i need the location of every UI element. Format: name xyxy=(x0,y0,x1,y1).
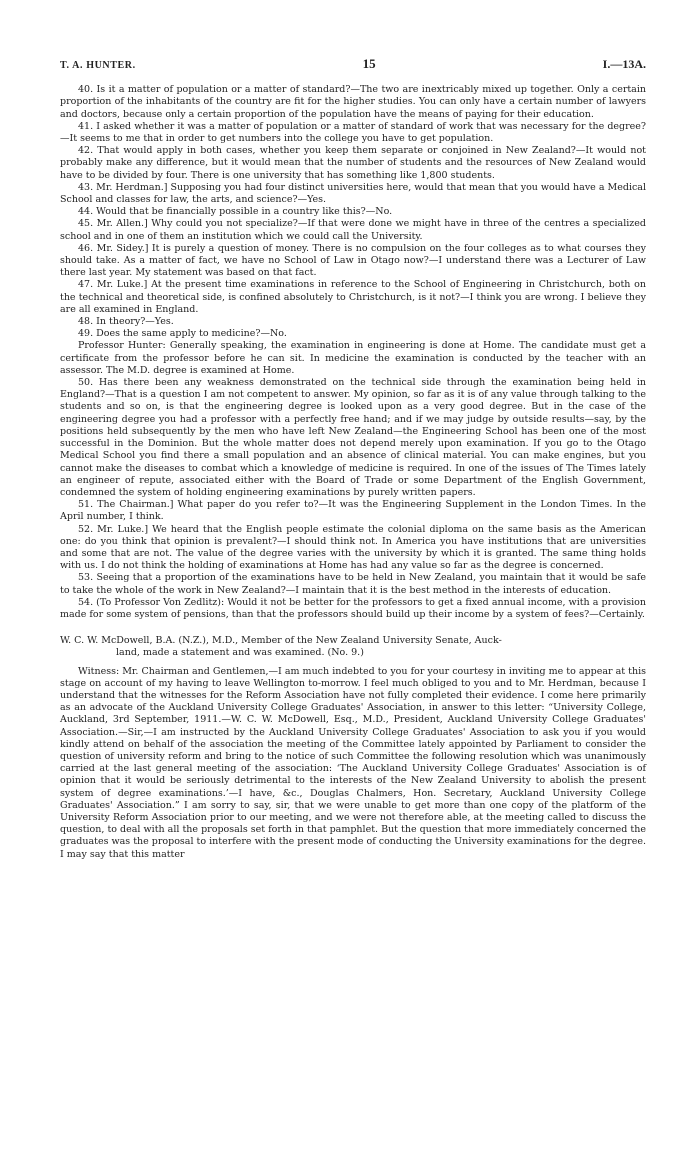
qa-paragraph: 52. Mr. Luke.] We heard that the English people estimate the colonial diploma on the same basis as the American one: do you think that opinion is prevalent?—I should think not. In America you have institutions that are universities and some that are not. The value of the degree varies with the university by which it is granted. The same thing holds with us. I do not think the holding of examinations at Home has had any value so far as the degree is concerned. xyxy=(60,523,646,572)
qa-paragraph: 47. Mr. Luke.] At the present time examinations in reference to the School of Engineering in Christchurch, both on the technical and theoretical side, is confined absolutely to Christchurch, is it not?—I think you are wrong. I believe they are all examined in England. xyxy=(60,279,646,315)
qa-paragraph: 41. I asked whether it was a matter of population or a matter of standard of work that was necessary for the degree?—It seems to me that in order to get numbers into the college you have to get population. xyxy=(60,120,646,145)
qa-paragraph: 44. Would that be financially possible in a country like this?—No. xyxy=(78,206,393,218)
qa-paragraph: 48. In theory?—Yes. xyxy=(78,316,174,328)
document-reference: I.—13A. xyxy=(602,57,646,71)
qa-paragraph: 42. That would apply in both cases, whether you keep them separate or conjoined in New Zealand?—It would not probably make any difference, but it would mean that the number of students and the resources of New Zealand would have to be divided by four. There is one university that has something like 1,800 students. xyxy=(60,145,646,181)
qa-paragraph: Professor Hunter: Generally speaking, the examination in engineering is done at Home. The candidate must get a certificate from the professor before he can sit. In medicine the examination is conducted by the teacher with an assessor. The M.D. degree is examined at Home. xyxy=(60,340,646,376)
qa-paragraph: 45. Mr. Allen.] Why could you not specialize?—If that were done we might have in three of the centres a specialized school and in one of them an institution which we could call the University. xyxy=(60,218,646,242)
qa-paragraph: 43. Mr. Herdman.] Supposing you had four distinct universities here, would that mean that you would have a Medical School and classes for law, the arts, and science?—Yes. xyxy=(60,181,647,206)
page-number: 15 xyxy=(362,56,376,71)
witness-heading-line-2: land, made a statement and was examined. (No. 9.) xyxy=(116,647,364,659)
page-header xyxy=(60,58,646,72)
qa-paragraph: 46. Mr. Sidey.] It is purely a question of money. There is no compulsion on the four colleges as to what courses they should take. As a matter of fact, we have no School of Law in Otago now?—I understand there was a Lecturer of Law there last year. My statement was based on that fact. xyxy=(60,242,646,279)
qa-paragraph: 51. The Chairman.] What paper do you refer to?—It was the Engineering Supplement in the London Times. In the April number, I think. xyxy=(60,499,646,523)
running-head-author: T. A. HUNTER. xyxy=(60,60,136,71)
qa-paragraph: 40. Is it a matter of population or a matter of standard?—The two are inextricably mixed up together. Only a certain proportion of the inhabitants of the country are fit for the higher studies. You can only have a certain number of lawyers and doctors, because only a certain proportion of the population have the means of paying for their education. xyxy=(60,84,646,120)
witness-statement: Witness: Mr. Chairman and Gentlemen,—I am much indebted to you for your courtesy in inviting me to appear at this stage on account of my having to leave Wellington to-morrow. I feel much obliged to you and to Mr. Herdman, because I understand that the witnesses for the Reform Association have not fully completed their evidence. I come here primarily as an advocate of the Auckland University College Graduates' Association, in answer to this letter: “University College, Auckland, 3rd September, 1911.—W. C. W. McDowell, Esq., M.D., President, Auckland University College Graduates' Association.—Sir,—I am instructed by the Auckland University College Graduates' Association to ask you if you would kindly attend on behalf of the association the meeting of the Committee lately appointed by Parliament to consider the question of university reform and bring to the notice of such Committee the following resolution which was unanimously carried at the last general meeting of the association: ‘The Auckland University College Graduates' Association is of opinion that it would be seriously detrimental to the interests of the New Zealand University to abolish the present system of degree examinations.’—I have, &c., Douglas Chalmers, Hon. Secretary, Auckland University College Graduates' Association.” I am sorry to say, sir, that we were unable to get more than one copy of the platform of the University Reform Association prior to our meeting, and we were not therefore able, at the meeting called to discuss the question, to deal with all the proposals set forth in that pamphlet. But the question that more immediately concerned the graduates was the proposal to interfere with the present mode of conducting the University examinations for the degree. I may say that this matter xyxy=(60,665,646,860)
witness-heading xyxy=(60,635,646,659)
witness-heading-line-1: W. C. W. McDowell, B.A. (N.Z.), M.D., Member of the New Zealand University Senate, Auck- xyxy=(60,635,502,647)
qa-paragraph: 54. (To Professor Von Zedlitz): Would it not be better for the professors to get a fixed annual income, with a provision made for some system of pensions, than that the professors should build up their income by a system of fees?—Certainly. xyxy=(60,596,646,620)
qa-paragraph: 49. Does the same apply to medicine?—No. xyxy=(78,328,287,340)
qa-paragraph: 50. Has there been any weakness demonstrated on the technical side through the examination being held in England?—That is a question I am not competent to answer. My opinion, so far as it is of any value through talking to the students and so on, is that the engineering degree is looked upon as a very good degree. But in the case of the engineering degree you had a professor with a perfectly free hand; and if we may judge by outside results—say, by the positions held subsequently by the men who have left New Zealand—the Engineering School has been one of the most successful in the Dominion. But the whole matter does not depend merely upon examination. If you go to the Otago Medical School you find there a small population and an absence of clinical material. You can make engines, but you cannot make the diseases to combat which a knowledge of medicine is required. In one of the issues of The Times lately an engineer of repute, associated either with the Board of Trade or some Department of the English Government, condemned the system of holding engineering examinations by purely written papers. xyxy=(60,377,646,498)
witness-section xyxy=(60,635,646,861)
qa-paragraph: 53. Seeing that a proportion of the examinations have to be held in New Zealand, you maintain that it would be safe to take the whole of the work in New Zealand?—I maintain that it is the best method in the interests of education. xyxy=(60,572,646,596)
questions-and-answers xyxy=(60,84,646,621)
